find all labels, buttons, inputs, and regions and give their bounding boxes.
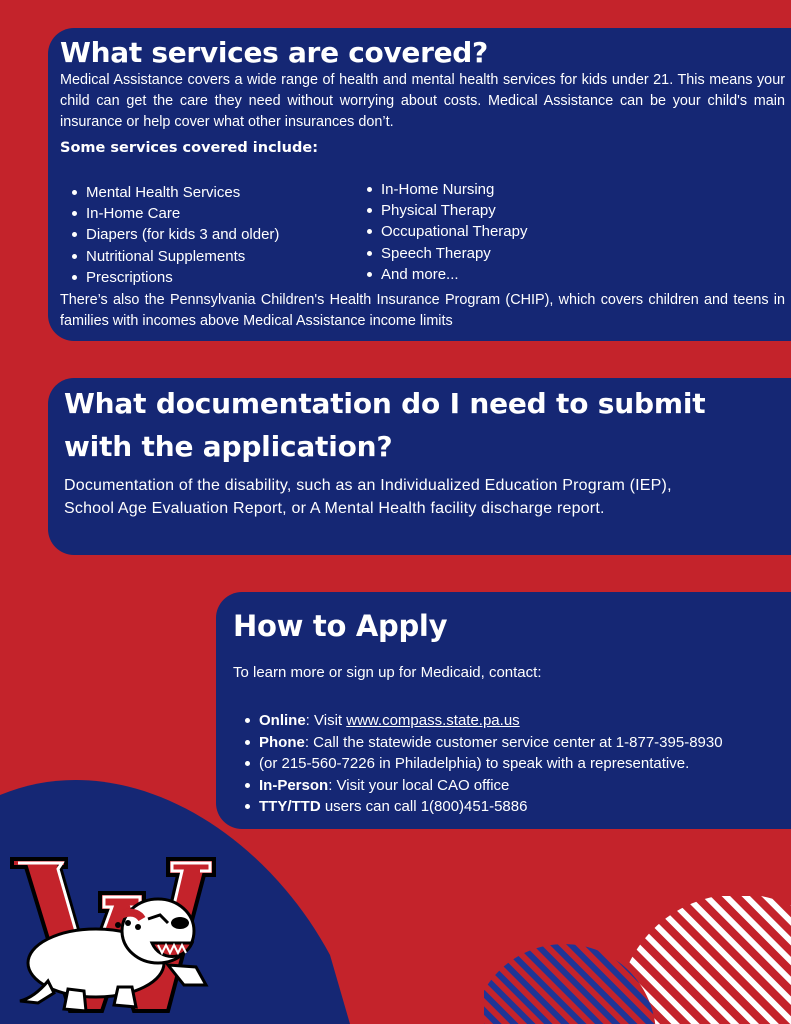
phone-label: Phone [259, 733, 305, 751]
online-prefix: : Visit [305, 712, 347, 729]
list-item: Physical Therapy [381, 200, 527, 221]
apply-intro: To learn more or sign up for Medicaid, contact: [233, 664, 542, 681]
documentation-line-2: School Age Evaluation Report, or A Mental Health facility discharge report. [64, 500, 605, 517]
list-item: And more... [381, 264, 527, 285]
apply-heading: How to Apply [233, 609, 448, 643]
in-person-text: : Visit your local CAO office [328, 776, 510, 794]
list-item-in-person [259, 775, 785, 797]
apply-panel [216, 592, 791, 829]
tty-text: users can call 1(800)451-5886 [320, 798, 528, 815]
services-panel [48, 28, 791, 341]
services-heading: What services are covered? [60, 36, 488, 69]
tty-label: TTY/TTD [259, 798, 321, 815]
list-item: Diapers (for kids 3 and older) [86, 224, 279, 245]
services-list-right [355, 179, 527, 285]
documentation-line-1: Documentation of the disability, such as an Individualized Education Program (IEP), [64, 477, 672, 494]
services-intro: Medical Assistance covers a wide range of health and mental health services for kids under 21. This means your child can get the care they need without worrying about costs. Medical Assistance can be your child's main insurance or help cover what other insurances don’t. [60, 72, 785, 130]
services-subheading: Some services covered include: [60, 140, 318, 156]
list-item: Speech Therapy [381, 243, 527, 264]
online-label: Online [259, 712, 306, 729]
compass-link[interactable]: www.compass.state.pa.us [346, 712, 520, 729]
documentation-heading: What documentation do I need to submit with the application? [64, 387, 706, 463]
list-item: Mental Health Services [86, 182, 279, 203]
documentation-panel [48, 378, 791, 555]
list-item-phone [259, 732, 785, 754]
list-item: Prescriptions [86, 267, 279, 288]
documentation-text [64, 474, 781, 520]
list-item: In-Home Nursing [381, 179, 527, 200]
chip-note: There’s also the Pennsylvania Children's Health Insurance Program (CHIP), which covers children and teens in families with incomes above Medical Assistance income limits [60, 292, 785, 329]
list-item-online [259, 710, 785, 732]
list-item: Nutritional Supplements [86, 246, 279, 267]
list-item: In-Home Care [86, 203, 279, 224]
list-item: Occupational Therapy [381, 221, 527, 242]
list-item-phone-cont: (or 215-560-7226 in Philadelphia) to speak with a representative. [259, 753, 785, 775]
striped-circles-decoration [484, 896, 791, 1024]
list-item-tty [259, 796, 785, 818]
bulldog-w-logo [8, 853, 218, 1015]
apply-contact-list [233, 710, 785, 818]
in-person-label: In-Person [259, 776, 329, 794]
services-list-left [60, 182, 279, 288]
phone-text: : Call the statewide customer service center at 1-877-395-8930 [304, 733, 723, 751]
services-lists [60, 165, 785, 290]
